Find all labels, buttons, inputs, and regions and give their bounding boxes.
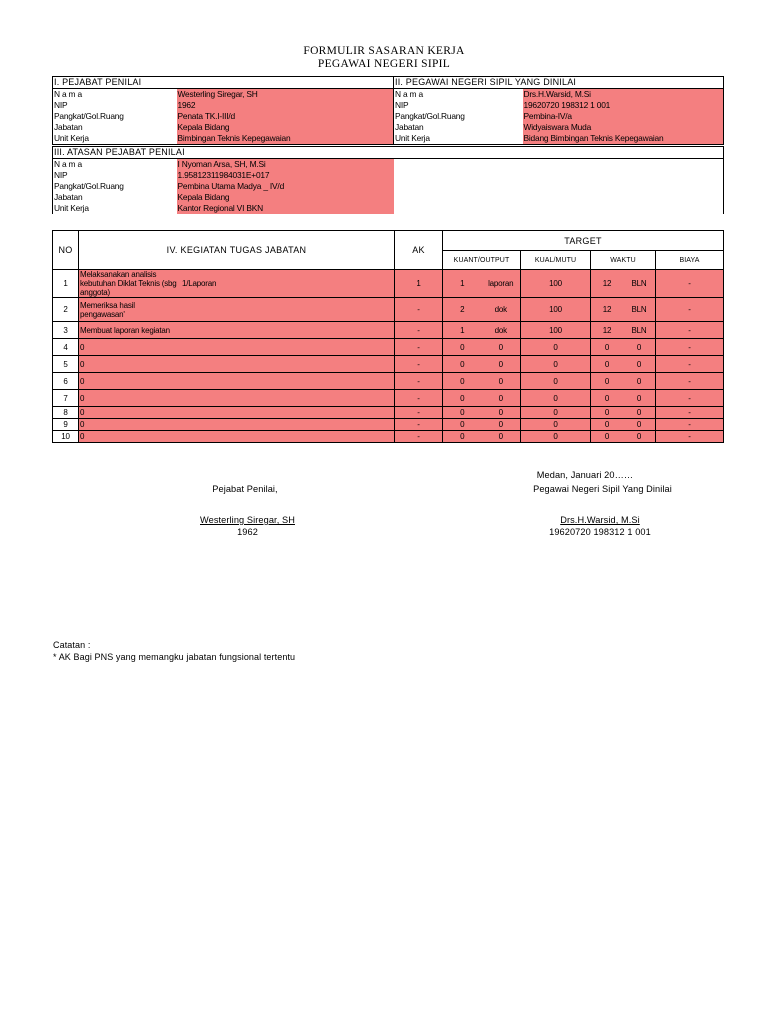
table-row [53,407,724,419]
row-kegiatan-extra: 1/Laporan [182,279,217,288]
row-kegiatan-text: 0 [80,432,85,441]
pejabat-penilai-sign-nip: 1962 [237,527,258,537]
row-waktu-value: 12 [602,305,612,314]
row-kuant-unit: laporan [488,279,514,288]
label-unit-kerja: Unit Kerja [53,133,177,145]
row-kuant-value: 0 [460,408,465,417]
row-waktu-unit: 0 [636,376,642,386]
row-kuant-unit: 0 [498,359,503,369]
pejabat-penilai-sign-name: Westerling Siregar, SH [200,515,295,525]
row-ak: - [395,419,443,431]
row-kegiatan [79,339,395,356]
row-kuant-output [443,373,521,390]
row-kuant-output [443,322,521,339]
table-row [53,390,724,407]
row-kuant-output [443,390,521,407]
label-nip: NIP [53,170,177,181]
row-biaya: - [656,322,724,339]
row-kegiatan-text: Melaksanakan analisis kebutuhan Diklat Teknis (sbg anggota) [80,270,177,297]
label-pangkat: Pangkat/Gol.Ruang [394,111,523,122]
row-kuant-value: 1 [460,279,465,288]
row-ak: - [395,322,443,339]
row-waktu-value: 12 [602,325,612,335]
pns-dinilai-sign-title: Pegawai Negeri Sipil Yang Dinilai [533,484,672,494]
label-unit-kerja: Unit Kerja [53,203,177,214]
row-waktu-unit: BLN [631,279,647,288]
row-kegiatan [79,419,395,431]
row-kual-mutu: 100 [521,322,591,339]
row-kegiatan-text: 0 [80,342,85,352]
row-kual-mutu: 0 [521,407,591,419]
row-kual-mutu: 100 [521,270,591,298]
row-kuant-value: 0 [460,359,465,369]
row-kegiatan [79,270,395,298]
row-waktu-unit: 0 [636,420,642,429]
notes-text: * AK Bagi PNS yang memangku jabatan fungsional tertentu [53,652,296,662]
pns-dinilai-nama: Drs.H.Warsid, M.Si [523,89,724,101]
row-kuant-value: 0 [460,342,465,352]
row-kual-mutu: 100 [521,298,591,322]
row-no: 4 [53,339,79,356]
row-kuant-unit: 0 [498,432,503,441]
label-nama: N a m a [53,89,177,101]
row-kuant-unit: 0 [498,393,503,403]
label-jabatan: Jabatan [53,192,177,203]
row-biaya: - [656,431,724,443]
row-waktu-value: 0 [604,376,610,386]
row-biaya: - [656,270,724,298]
atasan-unit-kerja: Kantor Regional VI BKN [177,203,394,214]
row-waktu-value: 0 [604,393,610,403]
table-row [53,298,724,322]
row-no: 6 [53,373,79,390]
row-kuant-value: 0 [460,420,465,429]
row-kuant-unit: dok [494,325,507,335]
row-waktu-value: 0 [604,432,610,441]
header-no: NO [53,231,79,270]
row-waktu-value: 0 [604,420,610,429]
row-waktu-unit: BLN [631,325,647,335]
table-row [53,322,724,339]
row-kuant-value: 0 [460,393,465,403]
row-kegiatan-text: 0 [80,420,85,429]
row-waktu-unit: 0 [636,342,642,352]
row-waktu [591,270,656,298]
row-kuant-output [443,431,521,443]
row-ak: - [395,298,443,322]
label-pangkat: Pangkat/Gol.Ruang [53,111,177,122]
row-kegiatan-text: 0 [80,408,85,417]
row-no: 8 [53,407,79,419]
row-no: 3 [53,322,79,339]
row-kegiatan [79,356,395,373]
row-kuant-value: 1 [460,325,465,335]
row-biaya: - [656,419,724,431]
row-ak: - [395,407,443,419]
row-no: 5 [53,356,79,373]
row-kual-mutu: 0 [521,373,591,390]
row-ak: - [395,390,443,407]
row-waktu [591,339,656,356]
row-waktu-value: 0 [604,408,610,417]
row-kual-mutu: 0 [521,431,591,443]
label-jabatan: Jabatan [394,122,523,133]
label-nip: NIP [53,100,177,111]
row-kual-mutu: 0 [521,339,591,356]
row-kuant-output [443,419,521,431]
row-waktu [591,390,656,407]
header-kual-mutu: KUAL/MUTU [521,251,591,270]
row-waktu [591,373,656,390]
row-waktu-value: 0 [604,359,610,369]
row-kuant-output [443,270,521,298]
row-waktu [591,419,656,431]
pns-dinilai-sign-name: Drs.H.Warsid, M.Si [560,515,640,525]
row-ak: - [395,356,443,373]
pejabat-penilai-nama: Westerling Siregar, SH [177,89,394,101]
row-kegiatan [79,390,395,407]
row-waktu [591,407,656,419]
kegiatan-table [52,230,724,443]
table-row [53,270,724,298]
row-waktu [591,322,656,339]
atasan-pangkat: Pembina Utama Madya _ IV/d [177,181,394,192]
pns-dinilai-unit-kerja: Bidang Bimbingan Teknis Kepegawaian [523,133,724,145]
row-kegiatan [79,322,395,339]
atasan-nip: 1.95812311984031E+017 [177,170,394,181]
form-title-line-1: FORMULIR SASARAN KERJA [303,45,465,57]
pns-dinilai-sign-nip: 19620720 198312 1 001 [549,527,651,537]
label-jabatan: Jabatan [53,122,177,133]
header-kuant-output: KUANT/OUTPUT [443,251,521,270]
row-waktu [591,431,656,443]
row-waktu-value: 0 [604,342,610,352]
row-ak: 1 [395,270,443,298]
table-row [53,431,724,443]
row-kegiatan-text: 0 [80,376,85,386]
header-target: TARGET [443,231,724,251]
row-kuant-output [443,339,521,356]
row-kuant-output [443,298,521,322]
header-waktu: WAKTU [591,251,656,270]
table-row [53,339,724,356]
row-no: 7 [53,390,79,407]
row-kuant-unit: 0 [498,342,503,352]
row-waktu-unit: BLN [631,305,647,314]
row-waktu-unit: 0 [636,393,642,403]
header-ak: AK [395,231,443,270]
label-nama: N a m a [53,159,177,171]
row-kuant-unit: 0 [498,420,503,429]
row-kuant-value: 2 [460,305,465,314]
row-kuant-unit: 0 [498,408,503,417]
section-pns-dinilai-title: II. PEGAWAI NEGERI SIPIL YANG DINILAI [394,77,724,89]
row-waktu-unit: 0 [636,408,642,417]
section-pejabat-penilai-title: I. PEJABAT PENILAI [53,77,394,89]
label-nip: NIP [394,100,523,111]
row-biaya: - [656,298,724,322]
identity-table [52,76,724,214]
row-no: 9 [53,419,79,431]
row-kual-mutu: 0 [521,390,591,407]
header-biaya: BIAYA [656,251,724,270]
row-waktu-value: 12 [602,279,612,288]
atasan-jabatan: Kepala Bidang [177,192,394,203]
row-kuant-value: 0 [460,432,465,441]
label-unit-kerja: Unit Kerja [394,133,523,145]
row-biaya: - [656,390,724,407]
row-kegiatan [79,298,395,322]
row-no: 10 [53,431,79,443]
row-waktu [591,298,656,322]
section-atasan-pejabat-penilai-title: III. ATASAN PEJABAT PENILAI [53,147,724,159]
table-row [53,356,724,373]
pns-dinilai-pangkat: Pembina-IV/a [523,111,724,122]
pns-dinilai-nip: 19620720 198312 1 001 [523,100,724,111]
row-kegiatan-text: Membuat laporan kegiatan [80,325,170,335]
atasan-nama: I Nyoman Arsa, SH, M.Si [177,159,394,171]
row-ak: - [395,373,443,390]
pejabat-penilai-pangkat: Penata TK.I-III/d [177,111,394,122]
row-no: 1 [53,270,79,298]
pejabat-penilai-nip: 1962 [177,100,394,111]
place-date: Medan, Januari 20…… [536,470,634,480]
pns-dinilai-jabatan: Widyaiswara Muda [523,122,724,133]
row-kual-mutu: 0 [521,356,591,373]
row-kuant-unit: dok [494,305,507,314]
row-biaya: - [656,373,724,390]
row-kuant-unit: 0 [498,376,503,386]
row-no: 2 [53,298,79,322]
table-row [53,419,724,431]
row-biaya: - [656,407,724,419]
row-kegiatan-text: 0 [80,359,85,369]
label-pangkat: Pangkat/Gol.Ruang [53,181,177,192]
row-waktu [591,356,656,373]
form-title-line-2: PEGAWAI NEGERI SIPIL [317,58,451,70]
row-kual-mutu: 0 [521,419,591,431]
pejabat-penilai-unit-kerja: Bimbingan Teknis Kepegawaian [177,133,394,145]
pejabat-penilai-sign-title: Pejabat Penilai, [212,484,278,494]
table-row [53,373,724,390]
row-kuant-output [443,407,521,419]
row-kegiatan [79,373,395,390]
row-biaya: - [656,356,724,373]
row-kegiatan-text: 0 [80,393,85,403]
row-waktu-unit: 0 [636,432,642,441]
label-nama: N a m a [394,89,523,101]
notes-label: Catatan : [53,640,91,650]
pejabat-penilai-jabatan: Kepala Bidang [177,122,394,133]
row-kuant-output [443,356,521,373]
row-kuant-value: 0 [460,376,465,386]
header-kegiatan: IV. KEGIATAN TUGAS JABATAN [79,231,395,270]
row-kegiatan-text: Memeriksa hasil pengawasan' [80,300,135,319]
row-waktu-unit: 0 [636,359,642,369]
row-kegiatan [79,431,395,443]
row-ak: - [395,339,443,356]
row-kegiatan [79,407,395,419]
row-biaya: - [656,339,724,356]
row-ak: - [395,431,443,443]
